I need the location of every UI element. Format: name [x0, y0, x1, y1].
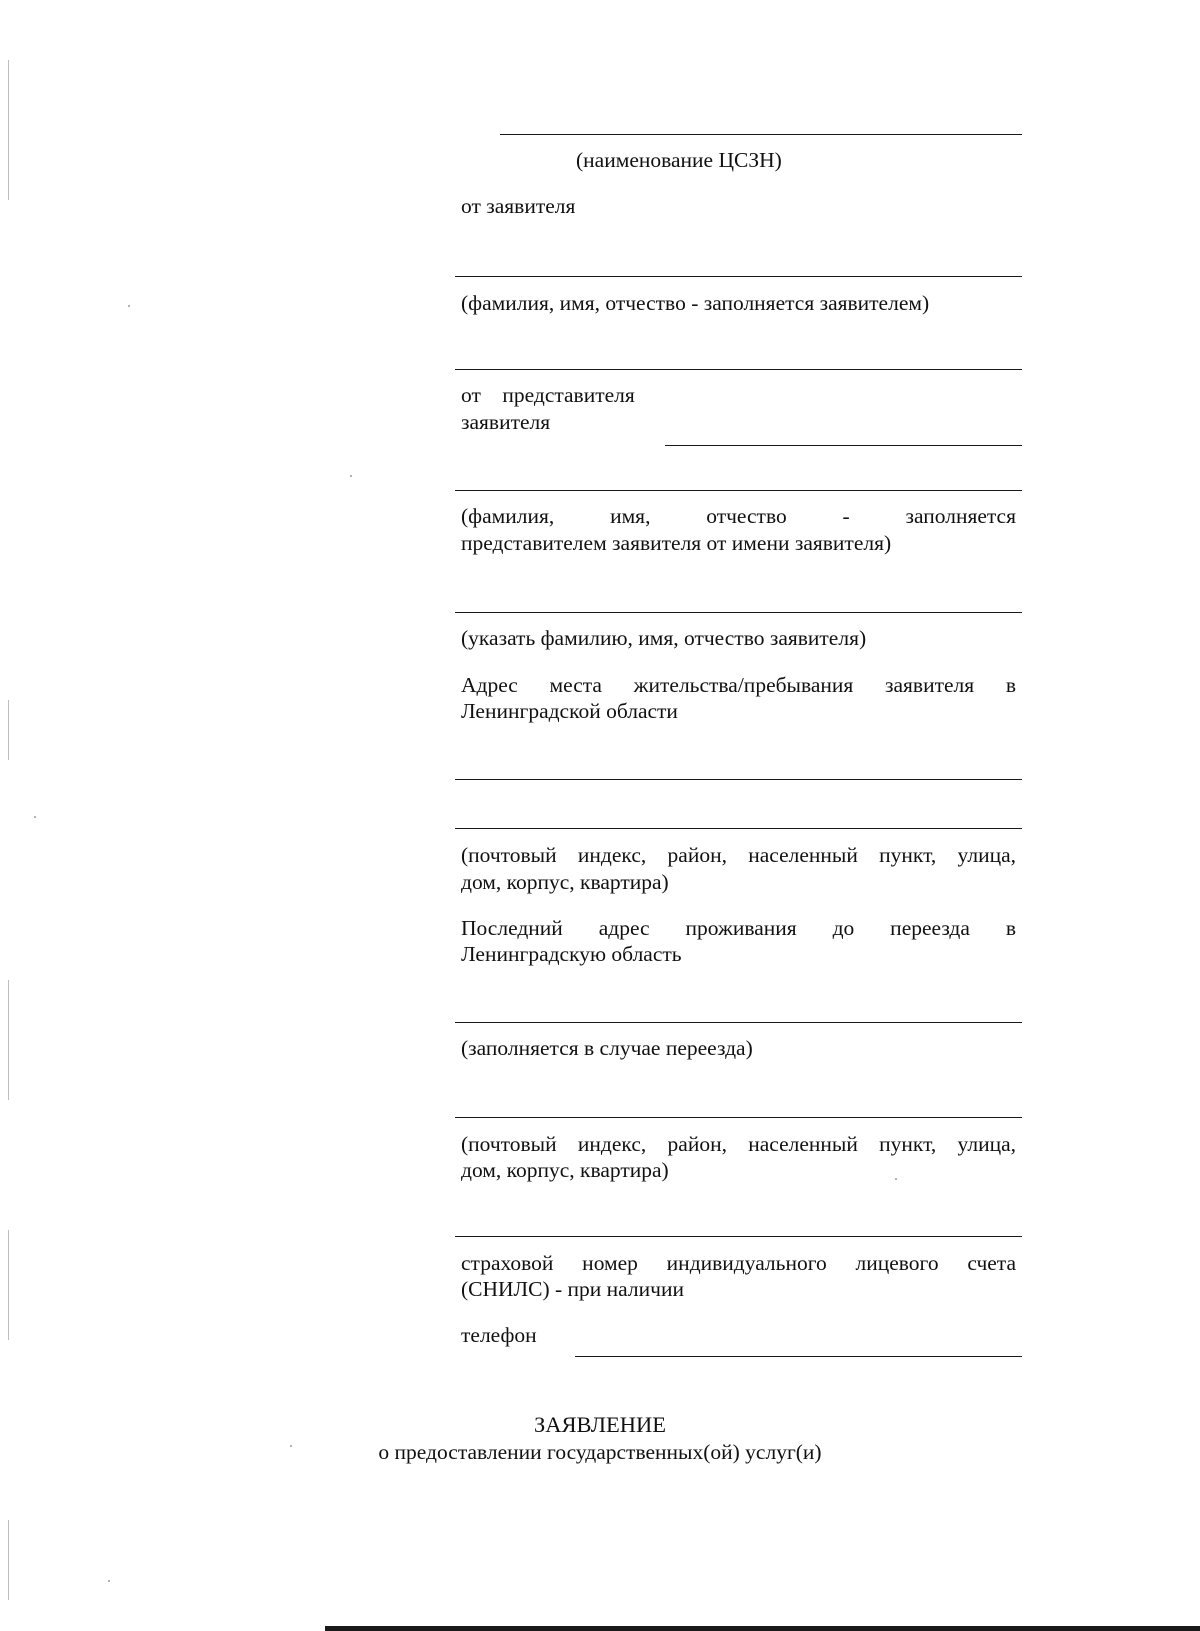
- scan-edge-mark: [8, 980, 9, 1100]
- scan-bottom-edge: [325, 1626, 1200, 1631]
- org-name-caption: (наименование ЦСЗН): [576, 148, 782, 172]
- snils-label: [461, 1250, 1016, 1277]
- applicant-extra-line[interactable]: [455, 369, 1022, 370]
- caption-line: (фамилия, имя, отчество - заполняется: [461, 504, 1016, 528]
- org-name-line[interactable]: [500, 134, 1022, 135]
- representative-name-caption-cont: представителем заявителя от имени заявителя): [461, 531, 892, 555]
- from-applicant-label: от заявителя: [461, 194, 576, 218]
- scan-speck: [128, 305, 130, 307]
- scan-speck: [34, 816, 36, 818]
- label-line: Адрес места жительства/пребывания заявителя в: [461, 673, 1016, 697]
- postal-caption-1: [461, 842, 1016, 869]
- label-line: Последний адрес проживания до переезда в: [461, 916, 1016, 940]
- phone-line[interactable]: [575, 1356, 1022, 1357]
- indicate-name-caption: (указать фамилию, имя, отчество заявителя): [461, 626, 867, 650]
- representative-name-line[interactable]: [455, 490, 1022, 491]
- scan-speck: [290, 1445, 292, 1447]
- from-representative-label: от представителя: [461, 383, 635, 407]
- scan-edge-mark: [8, 1230, 9, 1340]
- residence-address-label-cont: Ленинградской области: [461, 699, 678, 723]
- last-address-line[interactable]: [455, 1022, 1022, 1023]
- applicant-name-caption: (фамилия, имя, отчество - заполняется заявителем): [461, 291, 930, 315]
- from-representative-label-cont: заявителя: [461, 410, 551, 434]
- scan-edge-mark: [8, 60, 9, 200]
- caption-line: (почтовый индекс, район, населенный пункт, улица,: [461, 843, 1016, 867]
- phone-label: телефон: [461, 1323, 537, 1347]
- label-line: страховой номер индивидуального лицевого счета: [461, 1251, 1016, 1275]
- document-subtitle: о предоставлении государственных(ой) услуг(и): [378, 1440, 822, 1464]
- postal-caption-2-cont: дом, корпус, квартира): [461, 1158, 669, 1182]
- last-address-detail-line[interactable]: [455, 1117, 1022, 1118]
- document-title: ЗАЯВЛЕНИЕ: [534, 1412, 666, 1437]
- last-address-label-cont: Ленинградскую область: [461, 942, 682, 966]
- postal-caption-1-cont: дом, корпус, квартира): [461, 870, 669, 894]
- representative-line[interactable]: [665, 445, 1022, 446]
- scan-speck: [895, 1178, 897, 1180]
- moving-caption: (заполняется в случае переезда): [461, 1036, 753, 1060]
- residence-address-label: [461, 672, 1016, 699]
- applicant-name-line[interactable]: [455, 276, 1022, 277]
- scan-speck: [108, 1580, 110, 1582]
- snils-line[interactable]: [455, 1236, 1022, 1237]
- caption-line: (почтовый индекс, район, населенный пункт, улица,: [461, 1132, 1016, 1156]
- last-address-label: [461, 915, 1016, 942]
- scan-edge-mark: [8, 1520, 9, 1600]
- snils-label-cont: (СНИЛС) - при наличии: [461, 1277, 684, 1301]
- scan-edge-mark: [8, 700, 9, 760]
- residence-address-line-2[interactable]: [455, 828, 1022, 829]
- postal-caption-2: [461, 1131, 1016, 1158]
- applicant-fullname-line[interactable]: [455, 612, 1022, 613]
- scan-speck: [350, 475, 352, 477]
- representative-name-caption: [461, 503, 1016, 530]
- residence-address-line-1[interactable]: [455, 779, 1022, 780]
